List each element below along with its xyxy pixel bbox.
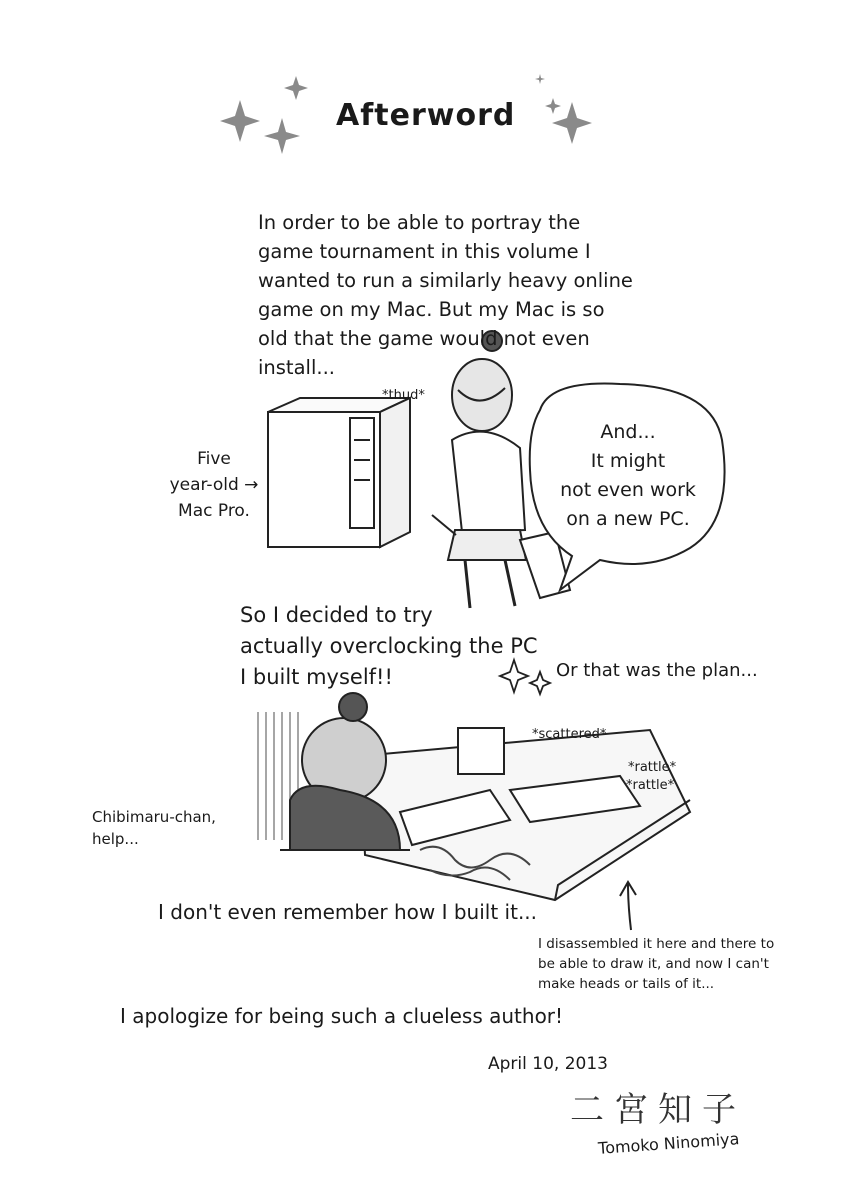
bubble-line: not even work <box>560 479 696 501</box>
remember-text: I don't even remember how I built it... <box>158 900 538 924</box>
plan-text: Or that was the plan... <box>556 660 758 681</box>
desk-scene-drawing <box>258 693 690 900</box>
mac-label <box>154 446 274 524</box>
disassembled-line: I disassembled it here and there to <box>538 936 775 952</box>
sfx-scattered: *scattered* <box>532 727 607 742</box>
intro-line: install... <box>258 356 335 379</box>
help-line: help... <box>92 830 139 848</box>
intro-line: In order to be able to portray the <box>258 211 581 234</box>
sfx-rattle: *rattle* <box>626 778 675 793</box>
sfx-thud: *thud* <box>382 388 425 403</box>
decision-line: actually overclocking the PC <box>240 634 538 658</box>
intro-line: game on my Mac. But my Mac is so <box>258 298 605 321</box>
decision-line: So I decided to try <box>240 603 433 627</box>
signature-kanji: 二宮知子 <box>570 1090 746 1130</box>
intro-paragraph <box>258 208 638 382</box>
disassembled-note <box>538 934 774 994</box>
mac-label-line: Five <box>197 449 231 469</box>
help-line: Chibimaru-chan, <box>92 808 216 826</box>
intro-line: wanted to run a similarly heavy online <box>258 269 633 292</box>
mac-label-line: Mac Pro. <box>178 501 250 521</box>
mac-pro-drawing <box>268 398 410 547</box>
bubble-text <box>548 418 708 534</box>
bubble-line: on a new PC. <box>566 508 690 530</box>
apology-text: I apologize for being such a clueless author! <box>120 1004 564 1028</box>
date-text: April 10, 2013 <box>488 1054 608 1074</box>
disassembled-line: be able to draw it, and now I can't <box>538 956 769 972</box>
help-text <box>92 806 216 850</box>
page-title: Afterword <box>336 98 516 133</box>
arrow-up-icon <box>620 882 636 930</box>
intro-line: old that the game would not even <box>258 327 590 350</box>
mac-label-line: year-old → <box>169 475 259 495</box>
bubble-line: It might <box>590 450 666 472</box>
bubble-line: And... <box>600 421 656 443</box>
disassembled-line: make heads or tails of it... <box>538 976 715 992</box>
sfx-rattle: *rattle* <box>628 760 677 775</box>
decision-text <box>240 600 538 693</box>
author-name: Tomoko Ninomiya <box>597 1129 740 1158</box>
decision-line: I built myself!! <box>240 665 393 689</box>
intro-line: game tournament in this volume I <box>258 240 591 263</box>
